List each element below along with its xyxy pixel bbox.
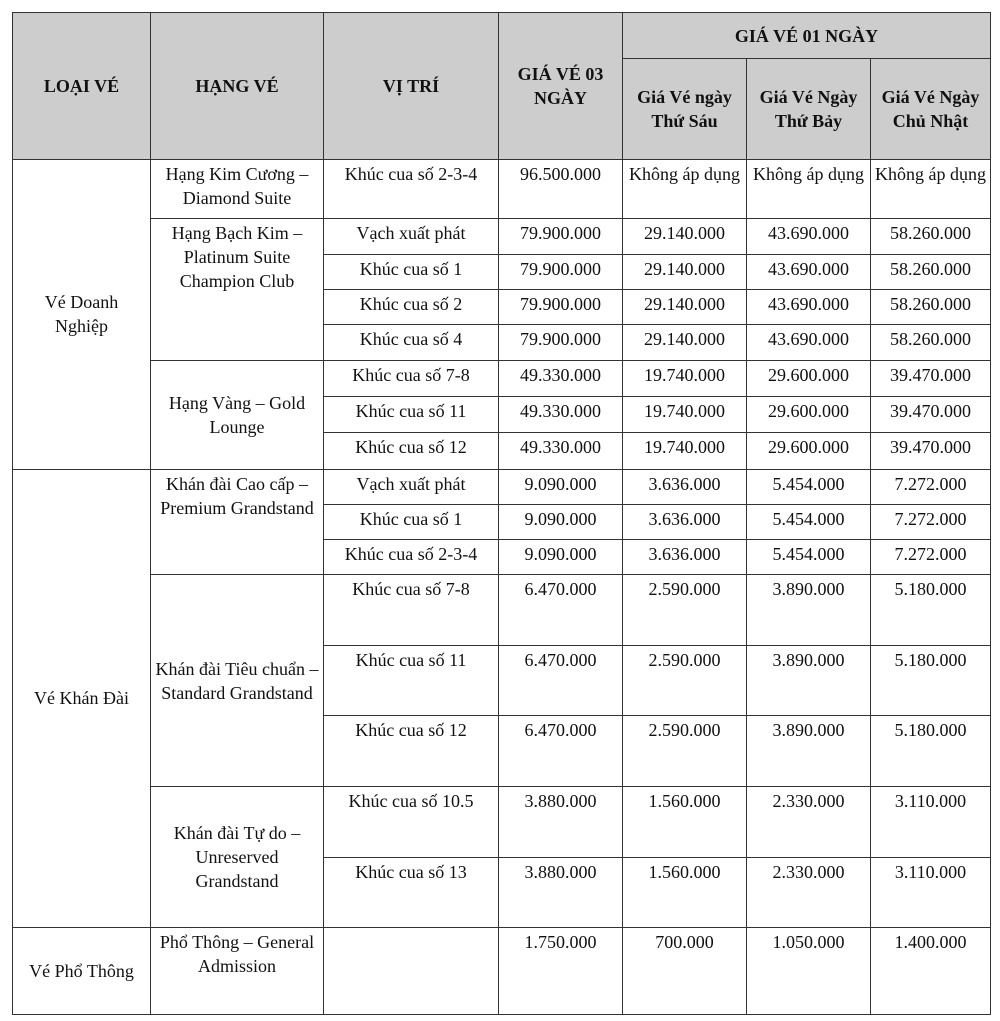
price-friday: 29.140.000 [623,219,747,254]
position-cell [324,928,499,1015]
price-friday: 19.740.000 [623,396,747,432]
class-cao-cap: Khán đài Cao cấp – Premium Grandstand [151,469,324,575]
price-saturday: 1.050.000 [747,928,871,1015]
price-sunday: 58.260.000 [871,290,991,325]
price-3-day: 9.090.000 [499,540,623,575]
header-gia-ve-1-ngay: GIÁ VÉ 01 NGÀY [623,13,991,59]
price-sunday: 5.180.000 [871,716,991,787]
price-sunday: 5.180.000 [871,575,991,646]
price-friday: 2.590.000 [623,716,747,787]
group-khan-dai: Vé Khán Đài [13,469,151,928]
header-thu-bay: Giá Vé Ngày Thứ Bảy [747,59,871,160]
price-3-day: 9.090.000 [499,504,623,539]
price-sunday: 39.470.000 [871,396,991,432]
price-sunday: 39.470.000 [871,433,991,469]
price-friday: 29.140.000 [623,325,747,360]
price-sunday: 7.272.000 [871,469,991,504]
header-chu-nhat: Giá Vé Ngày Chủ Nhật [871,59,991,160]
price-3-day: 6.470.000 [499,716,623,787]
table-row [13,360,991,396]
class-tieu-chuan: Khán đài Tiêu chuẩn – Standard Grandstand [151,575,324,787]
position-cell: Khúc cua số 10.5 [324,787,499,858]
price-friday: Không áp dụng [623,160,747,219]
price-friday: 1.560.000 [623,787,747,858]
price-3-day: 79.900.000 [499,290,623,325]
price-3-day: 3.880.000 [499,857,623,928]
position-cell: Khúc cua số 1 [324,504,499,539]
price-sunday: 3.110.000 [871,857,991,928]
table-row [13,160,991,219]
position-cell: Khúc cua số 2-3-4 [324,160,499,219]
position-cell: Khúc cua số 1 [324,254,499,289]
price-saturday: 3.890.000 [747,716,871,787]
price-3-day: 1.750.000 [499,928,623,1015]
price-3-day: 9.090.000 [499,469,623,504]
price-saturday: 29.600.000 [747,396,871,432]
price-friday: 3.636.000 [623,469,747,504]
position-cell: Khúc cua số 2 [324,290,499,325]
price-friday: 29.140.000 [623,254,747,289]
price-friday: 19.740.000 [623,433,747,469]
price-saturday: 5.454.000 [747,504,871,539]
price-sunday: 7.272.000 [871,504,991,539]
position-cell: Khúc cua số 4 [324,325,499,360]
table-row [13,575,991,646]
position-cell: Khúc cua số 7-8 [324,575,499,646]
price-friday: 700.000 [623,928,747,1015]
table-row [13,219,991,254]
price-friday: 2.590.000 [623,575,747,646]
price-3-day: 3.880.000 [499,787,623,858]
ticket-price-table [12,12,991,1015]
table-row [13,928,991,1015]
position-cell: Khúc cua số 12 [324,716,499,787]
price-sunday: 5.180.000 [871,645,991,716]
table-row [13,469,991,504]
price-3-day: 49.330.000 [499,433,623,469]
price-3-day: 96.500.000 [499,160,623,219]
position-cell: Khúc cua số 11 [324,396,499,432]
position-cell: Khúc cua số 7-8 [324,360,499,396]
price-saturday: 3.890.000 [747,645,871,716]
price-3-day: 79.900.000 [499,325,623,360]
price-friday: 29.140.000 [623,290,747,325]
class-pho-thong: Phổ Thông – General Admission [151,928,324,1015]
header-loai-ve: LOẠI VÉ [13,13,151,160]
price-3-day: 49.330.000 [499,360,623,396]
header-vi-tri: VỊ TRÍ [324,13,499,160]
position-cell: Khúc cua số 2-3-4 [324,540,499,575]
price-saturday: 3.890.000 [747,575,871,646]
header-hang-ve: HẠNG VÉ [151,13,324,160]
price-friday: 19.740.000 [623,360,747,396]
price-saturday: 43.690.000 [747,290,871,325]
price-sunday: 58.260.000 [871,219,991,254]
price-saturday: 5.454.000 [747,469,871,504]
position-cell: Vạch xuất phát [324,219,499,254]
header-gia-ve-3-ngay: GIÁ VÉ 03 NGÀY [499,13,623,160]
price-saturday: 2.330.000 [747,787,871,858]
price-3-day: 6.470.000 [499,575,623,646]
price-friday: 3.636.000 [623,540,747,575]
price-sunday: 58.260.000 [871,254,991,289]
price-sunday: 1.400.000 [871,928,991,1015]
position-cell: Khúc cua số 13 [324,857,499,928]
price-saturday: 43.690.000 [747,254,871,289]
table-row [13,787,991,858]
class-bach-kim: Hạng Bạch Kim – Platinum Suite Champion Club [151,219,324,360]
price-friday: 1.560.000 [623,857,747,928]
header-thu-sau: Giá Vé ngày Thứ Sáu [623,59,747,160]
price-3-day: 79.900.000 [499,219,623,254]
class-vang: Hạng Vàng – Gold Lounge [151,360,324,469]
price-sunday: 39.470.000 [871,360,991,396]
price-friday: 2.590.000 [623,645,747,716]
position-cell: Khúc cua số 11 [324,645,499,716]
price-saturday: 43.690.000 [747,325,871,360]
price-sunday: 58.260.000 [871,325,991,360]
price-saturday: Không áp dụng [747,160,871,219]
price-saturday: 29.600.000 [747,360,871,396]
price-3-day: 49.330.000 [499,396,623,432]
group-doanh-nghiep: Vé Doanh Nghiệp [13,160,151,470]
price-sunday: 7.272.000 [871,540,991,575]
price-sunday: Không áp dụng [871,160,991,219]
class-kim-cuong: Hạng Kim Cương – Diamond Suite [151,160,324,219]
price-3-day: 79.900.000 [499,254,623,289]
price-saturday: 29.600.000 [747,433,871,469]
position-cell: Vạch xuất phát [324,469,499,504]
price-friday: 3.636.000 [623,504,747,539]
price-sunday: 3.110.000 [871,787,991,858]
price-saturday: 43.690.000 [747,219,871,254]
price-saturday: 2.330.000 [747,857,871,928]
price-saturday: 5.454.000 [747,540,871,575]
price-3-day: 6.470.000 [499,645,623,716]
position-cell: Khúc cua số 12 [324,433,499,469]
class-tu-do: Khán đài Tự do – Unreserved Grandstand [151,787,324,928]
group-pho-thong: Vé Phổ Thông [13,928,151,1015]
